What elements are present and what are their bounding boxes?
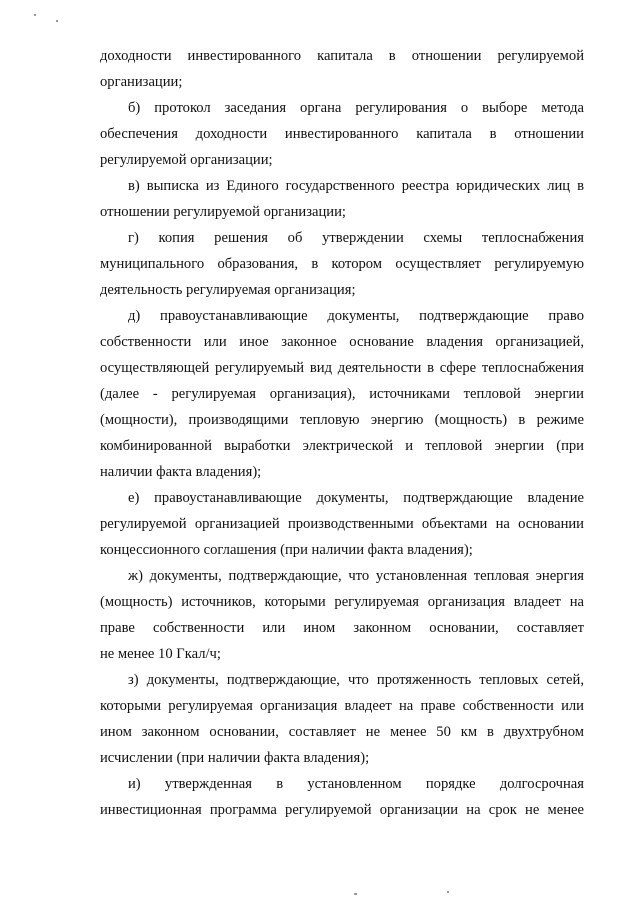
scan-speck	[34, 14, 36, 16]
text-line: регулируемой организации;	[100, 152, 273, 168]
text-line: комбинированной выработки электрической и тепловой энергии (при	[100, 438, 584, 454]
scan-speck	[354, 893, 357, 895]
scan-speck	[447, 891, 449, 893]
text-line: в) выписка из Единого государственного реестра юридических лиц в	[128, 178, 584, 194]
text-line: (мощность) источников, которыми регулируемая организация владеет на	[100, 594, 584, 610]
text-line: муниципального образования, в котором осуществляет регулируемую	[100, 256, 584, 272]
text-line: доходности инвестированного капитала в отношении регулируемой	[100, 48, 584, 64]
text-line: обеспечения доходности инвестированного капитала в отношении	[100, 126, 584, 142]
text-line: з) документы, подтверждающие, что протяженность тепловых сетей,	[128, 672, 584, 688]
text-line: которыми регулируемая организация владеет на праве собственности или	[100, 698, 584, 714]
text-line: е) правоустанавливающие документы, подтверждающие владение	[128, 490, 584, 506]
text-line: (мощности), производящими тепловую энергию (мощность) в режиме	[100, 412, 584, 428]
text-line: наличии факта владения);	[100, 464, 262, 480]
text-line: праве собственности или ином законном основании, составляет	[100, 620, 584, 636]
text-line: б) протокол заседания органа регулирования о выборе метода	[128, 100, 584, 116]
text-line: (далее - регулируемая организация), источниками тепловой энергии	[100, 386, 584, 402]
text-line: и) утвержденная в установленном порядке долгосрочная	[128, 776, 584, 792]
text-line: концессионного соглашения (при наличии факта владения);	[100, 542, 473, 558]
text-line: отношении регулируемой организации;	[100, 204, 346, 220]
text-line: исчислении (при наличии факта владения);	[100, 750, 370, 766]
text-line: осуществляющей регулируемый вид деятельности в сфере теплоснабжения	[100, 360, 584, 376]
text-line: ж) документы, подтверждающие, что установленная тепловая энергия	[128, 568, 584, 584]
text-line: ином законном основании, составляет не менее 50 км в двухтрубном	[100, 724, 584, 740]
text-line: организации;	[100, 74, 183, 90]
text-line: д) правоустанавливающие документы, подтверждающие право	[128, 308, 584, 324]
text-line: инвестиционная программа регулируемой организации на срок не менее	[100, 802, 584, 818]
scan-speck	[56, 20, 58, 22]
text-line: г) копия решения об утверждении схемы теплоснабжения	[128, 230, 584, 246]
text-line: собственности или иное законное основание владения организацией,	[100, 334, 584, 350]
text-line: деятельность регулируемая организация;	[100, 282, 356, 298]
text-line: регулируемой организацией производственными объектами на основании	[100, 516, 584, 532]
text-line: не менее 10 Гкал/ч;	[100, 646, 221, 662]
